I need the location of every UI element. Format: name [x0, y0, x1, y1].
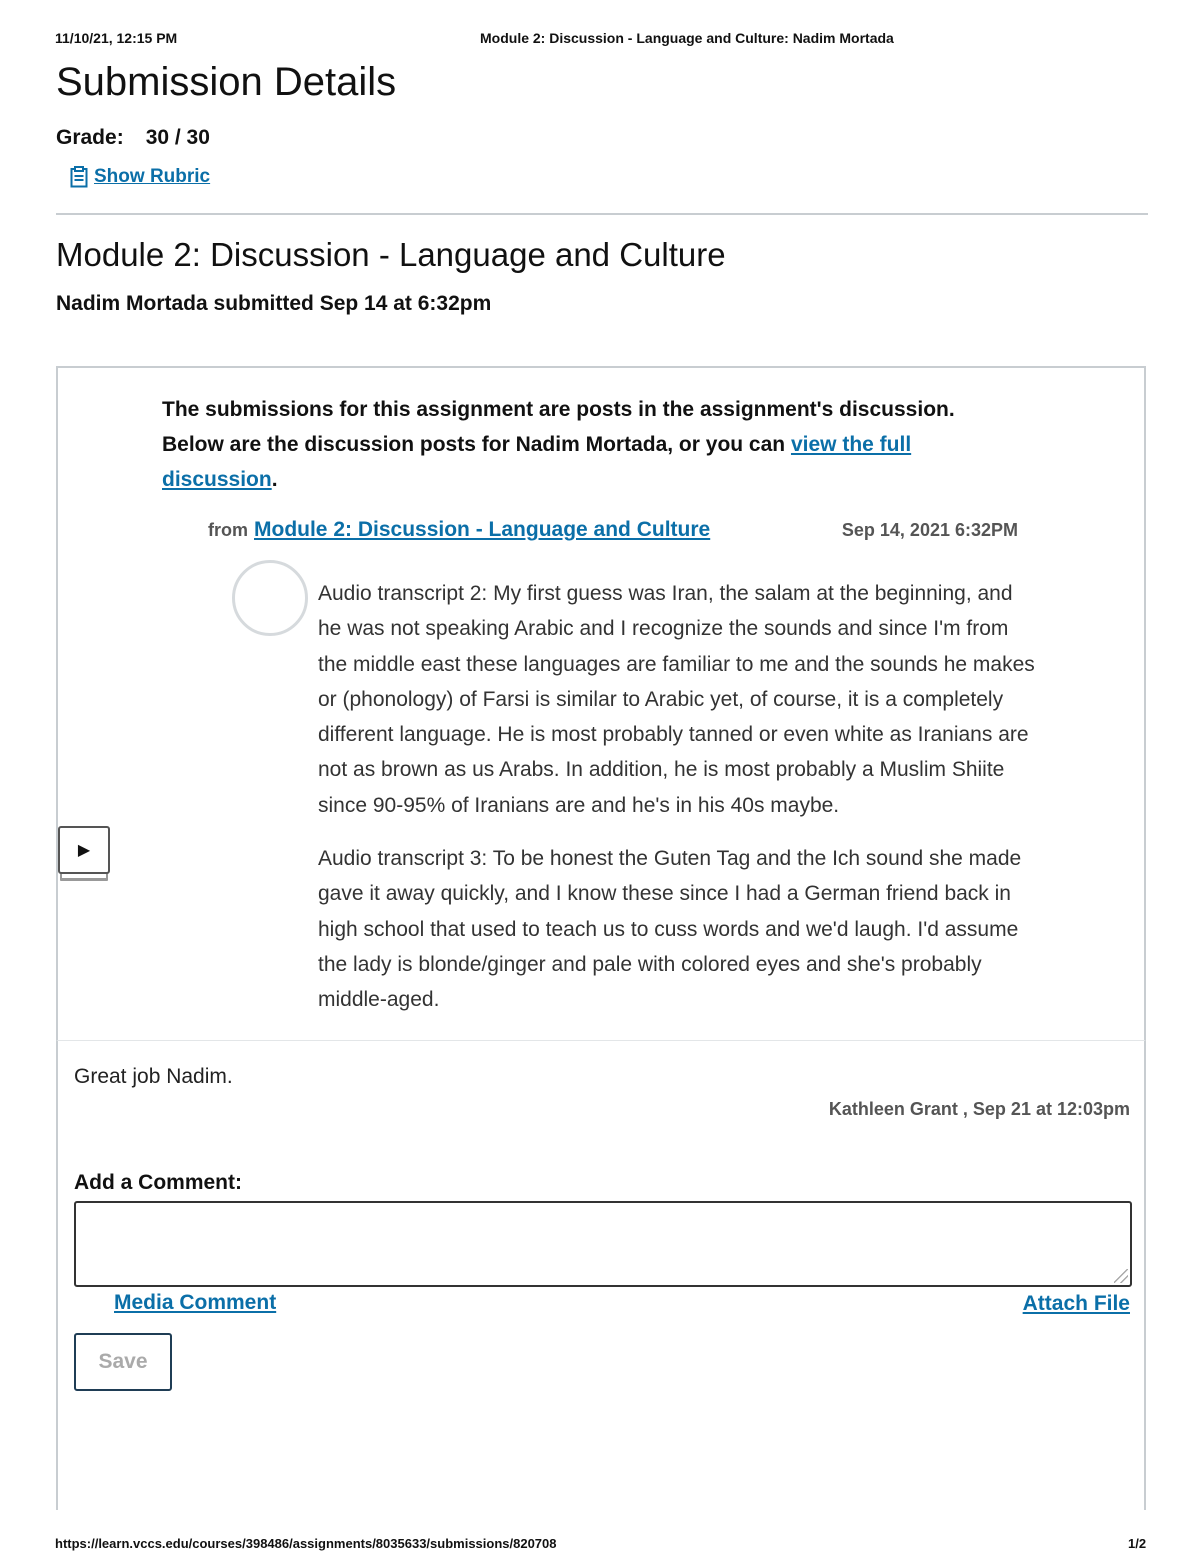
post-body [318, 576, 1038, 1036]
comment-area [56, 1040, 1146, 1510]
play-icon: ▶ [77, 842, 91, 859]
resize-grip-icon[interactable] [1114, 1269, 1128, 1283]
divider [56, 213, 1148, 215]
intro-end: . [271, 468, 278, 491]
print-footer-page-number: 1/2 [1128, 1536, 1147, 1551]
media-comment-link[interactable]: Media Comment [114, 1291, 277, 1314]
submission-intro [162, 392, 1022, 497]
submission-frame[interactable] [56, 366, 1146, 1042]
post-paragraph: Audio transcript 2: My first guess was Iran, the salam at the beginning, and he was not speaking Arabic and I recognize the sounds and since I'm from the middle east these languages are familiar to me and the sounds he makes or (phonology) of Farsi is similar to Arabic yet, of course, it is a completely different language. He is most probably tanned or even white as Iranians are not as brown as us Arabs. In addition, he is most probably a Muslim Shiite since 90-95% of Iranians are and he's in his 40s maybe. [318, 582, 1035, 817]
post-paragraph: Audio transcript 3: To be honest the Guten Tag and the Ich sound she made gave it away quickly, and I know these since I had a German friend back in high school that used to teach us to cuss words and we'd laugh. I'd assume the lady is blonde/ginger and pale with colored eyes and she's probably middle-aged. [318, 847, 1022, 1012]
from-label: from [208, 520, 248, 540]
play-button[interactable] [58, 826, 110, 874]
comment-input[interactable] [74, 1201, 1132, 1287]
save-button[interactable]: Save [74, 1333, 172, 1391]
view-full-discussion-link[interactable]: view the full discussion [162, 433, 912, 491]
attach-file-link[interactable]: Attach File [1022, 1292, 1130, 1315]
grade-row [56, 126, 210, 150]
avatar [232, 560, 308, 636]
show-rubric-label[interactable]: Show Rubric [94, 166, 211, 187]
post-date: Sep 14, 2021 6:32PM [841, 520, 1018, 540]
grade-label: Grade: [56, 126, 124, 149]
show-rubric-link[interactable] [70, 166, 210, 188]
discussion-topic-link[interactable]: Module 2: Discussion - Language and Culture [254, 518, 711, 541]
print-header-datetime: 11/10/21, 12:15 PM [55, 30, 178, 46]
print-header-title: Module 2: Discussion - Language and Culture: Nadim Mortada [480, 30, 894, 46]
grade-value: 30 / 30 [145, 126, 210, 149]
add-comment-label: Add a Comment: [74, 1171, 242, 1194]
print-footer-url: https://learn.vccs.edu/courses/398486/assignments/8035633/submissions/820708 [55, 1536, 557, 1551]
post-meta [208, 518, 1018, 542]
page-title: Submission Details [56, 60, 397, 104]
comment-text: Great job Nadim. [74, 1065, 233, 1088]
assignment-title: Module 2: Discussion - Language and Culture [56, 236, 726, 273]
comment-author: Kathleen Grant , Sep 21 at 12:03pm [828, 1099, 1130, 1119]
submitted-line: Nadim Mortada submitted Sep 14 at 6:32pm [56, 292, 492, 315]
rubric-clipboard-icon [70, 166, 88, 188]
intro-text: The submissions for this assignment are posts in the assignment's discussion. Below are the discussion posts for Nadim Mortada, or you can [162, 398, 955, 456]
